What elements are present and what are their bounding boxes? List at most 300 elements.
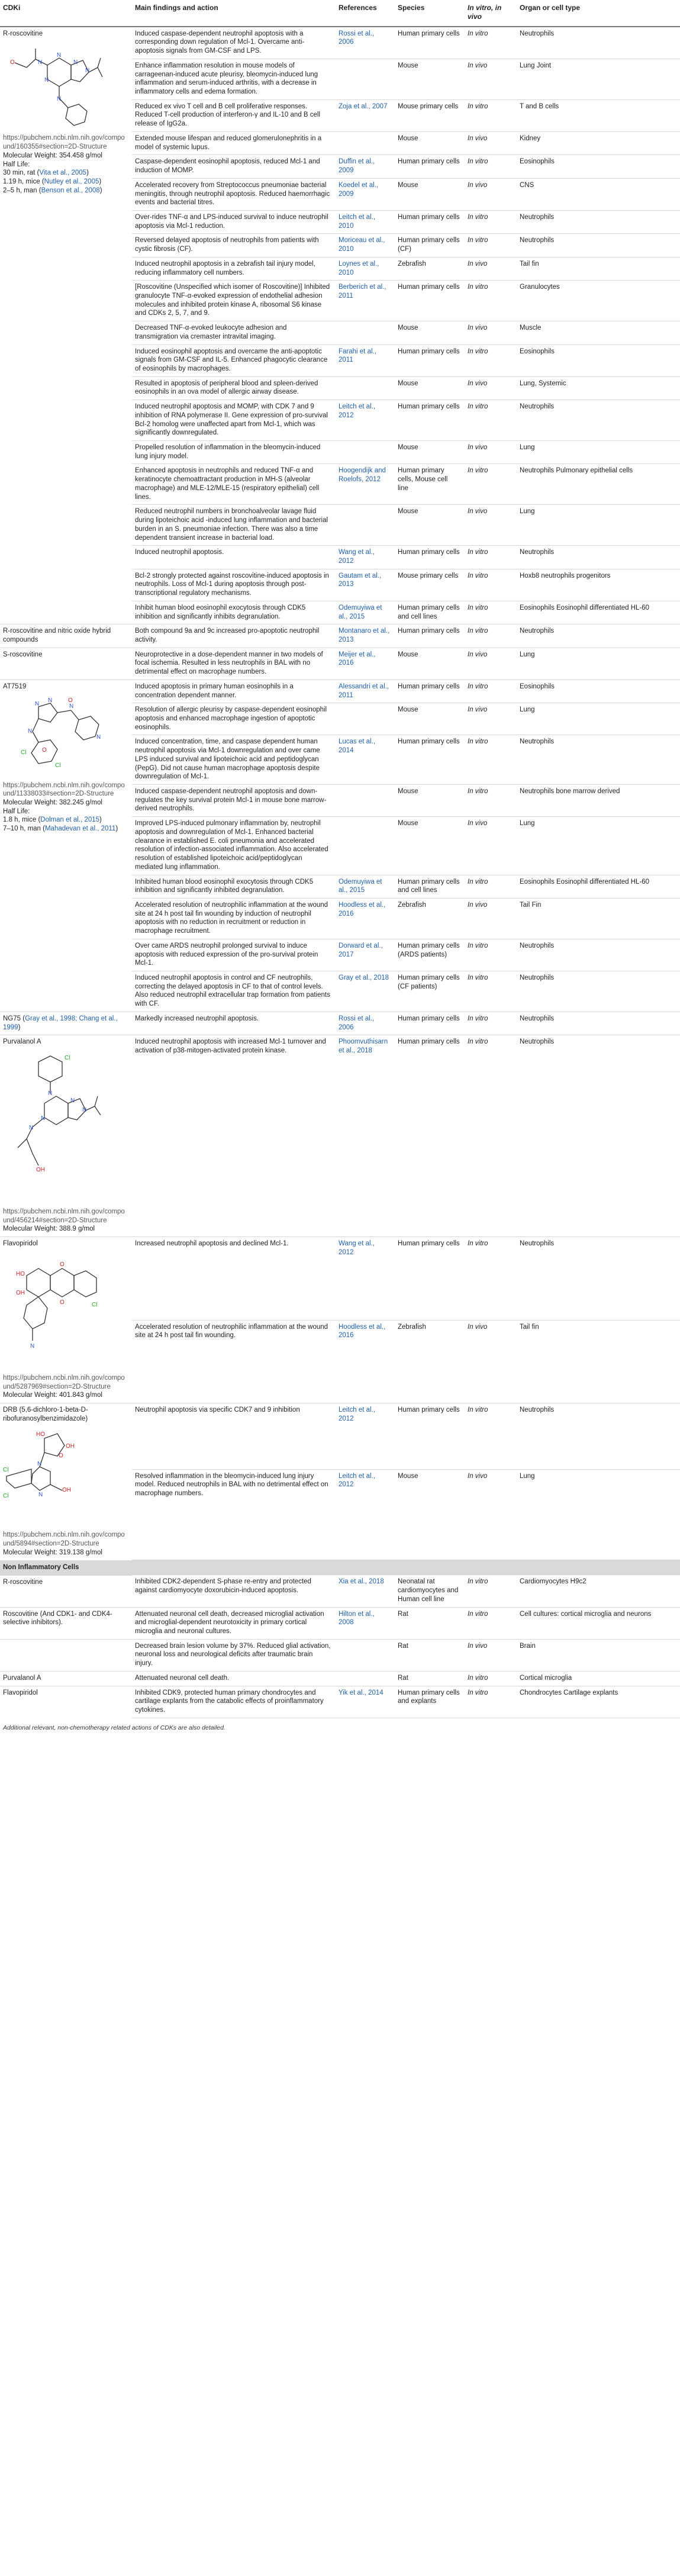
organ: Lung bbox=[517, 703, 680, 735]
organ: T and B cells bbox=[517, 99, 680, 131]
reference[interactable]: Berberich et al., 2011 bbox=[336, 281, 395, 321]
organ: Hoxb8 neutrophils progenitors bbox=[517, 569, 680, 601]
svg-text:N: N bbox=[41, 1115, 46, 1122]
svg-text:OH: OH bbox=[16, 1289, 25, 1296]
reference[interactable]: Lucas et al., 2014 bbox=[336, 735, 395, 785]
compound-name: R-roscovitine bbox=[3, 30, 43, 37]
in-vitro-in-vivo: In vivo bbox=[468, 181, 488, 189]
in-vitro-in-vivo: In vitro bbox=[468, 788, 488, 796]
footnote: Additional relevant, non-chemotherapy related actions of CDKs are also detailed. bbox=[3, 1724, 225, 1731]
finding: Induced eosinophil apoptosis and overcame the anti-apoptotic signals from GM-CSF and IL-5. Enhanced phagocytic clearance of eosinophils by macrophages. bbox=[132, 344, 336, 376]
organ: Tail fin bbox=[517, 257, 680, 280]
in-vitro-in-vivo: In vitro bbox=[468, 347, 488, 355]
finding: Induced neutrophil apoptosis in a zebrafish tail injury model, reducing inflammatory cell numbers. bbox=[132, 257, 336, 280]
finding: Accelerated resolution of neutrophilic inflammation at the wound site at 24 h post tail fin wounding. bbox=[132, 1320, 336, 1403]
header-organ: Organ or cell type bbox=[517, 0, 680, 27]
svg-text:O: O bbox=[10, 59, 15, 66]
organ: Neutrophils bbox=[517, 735, 680, 785]
header-references: References bbox=[336, 0, 395, 27]
table-row bbox=[0, 1639, 680, 1671]
organ: CNS bbox=[517, 178, 680, 210]
reference[interactable]: Wang et al., 2012 bbox=[336, 1237, 395, 1320]
reference[interactable] bbox=[336, 59, 395, 99]
in-vitro-in-vivo: In vitro bbox=[468, 549, 488, 556]
svg-text:N: N bbox=[70, 1097, 75, 1104]
finding: [Roscovitine (Unspecified which isomer of Roscovitine)] Inhibited granulocyte TNF-α-evoked expression of endothelial adhesion molecules and inhibited protein kinase A, ribosomal S6 kinase and CDKs 2, 5, 7, and 9. bbox=[132, 281, 336, 321]
species: Zebrafish bbox=[395, 1320, 465, 1403]
svg-text:N: N bbox=[69, 703, 74, 710]
species: Human primary cells bbox=[395, 27, 465, 59]
reference[interactable] bbox=[336, 321, 395, 344]
finding: Resolved inflammation in the bleomycin-induced lung injury model. Reduced neutrophils in BAL with no detrimental effect on macrophage numbers. bbox=[132, 1469, 336, 1560]
svg-text:O: O bbox=[60, 1299, 65, 1306]
svg-text:O: O bbox=[60, 1261, 65, 1268]
table-row bbox=[0, 680, 680, 703]
cdki-cell bbox=[0, 1639, 132, 1671]
reference[interactable]: Wang et al., 2012 bbox=[336, 546, 395, 569]
cdki-cell: Flavopiridol bbox=[0, 1686, 132, 1718]
svg-text:Cl: Cl bbox=[3, 1467, 9, 1474]
reference[interactable] bbox=[336, 817, 395, 875]
in-vitro-in-vivo: In vitro bbox=[468, 213, 488, 221]
organ: Neutrophils bbox=[517, 210, 680, 233]
section-header bbox=[0, 1560, 680, 1576]
organ: Neutrophils bbox=[517, 27, 680, 59]
species: Mouse bbox=[395, 703, 465, 735]
in-vitro-in-vivo: In vitro bbox=[468, 102, 488, 110]
species: Neonatal rat cardiomyocytes and Human cell line bbox=[395, 1575, 465, 1607]
species: Human primary cells bbox=[395, 400, 465, 441]
species: Mouse bbox=[395, 59, 465, 99]
cdki-cell-purvalanol bbox=[0, 1035, 132, 1237]
species: Human primary cells bbox=[395, 155, 465, 178]
finding: Inhibited CDK2-dependent S-phase re-entry and protected against cardiomyocyte doxorubicin-induced apoptosis. bbox=[132, 1575, 336, 1607]
molecular-weight: Molecular Weight: 382.245 g/mol bbox=[3, 799, 102, 806]
finding: Reversed delayed apoptosis of neutrophils from patients with cystic fibrosis (CF). bbox=[132, 234, 336, 257]
reference[interactable] bbox=[336, 703, 395, 735]
in-vitro-in-vivo: In vivo bbox=[468, 260, 488, 268]
organ: Neutrophils bbox=[517, 1012, 680, 1035]
organ: Lung bbox=[517, 648, 680, 680]
organ: Neutrophils bbox=[517, 624, 680, 648]
reference[interactable]: Yik et al., 2014 bbox=[336, 1686, 395, 1718]
svg-text:N: N bbox=[38, 59, 43, 66]
svg-text:N: N bbox=[29, 1125, 34, 1131]
species: Zebrafish bbox=[395, 257, 465, 280]
reference[interactable] bbox=[336, 441, 395, 464]
in-vitro-in-vivo: In vivo bbox=[468, 324, 488, 332]
in-vitro-in-vivo: In vitro bbox=[468, 1689, 488, 1696]
finding: Induced apoptosis in primary human eosinophils in a concentration dependent manner. bbox=[132, 680, 336, 703]
reference[interactable]: Rossi et al., 2006 bbox=[336, 1012, 395, 1035]
organ: Kidney bbox=[517, 131, 680, 154]
compound-name: DRB (5,6-dichloro-1-beta-D-ribofuranosylbenzimidazole) bbox=[3, 1406, 88, 1422]
reference[interactable]: Zoja et al., 2007 bbox=[336, 99, 395, 131]
reference[interactable]: Hoodless et al., 2016 bbox=[336, 898, 395, 939]
half-life-man: 2–5 h, man (Benson et al., 2008) bbox=[3, 186, 102, 194]
in-vitro-in-vivo: In vivo bbox=[468, 706, 488, 714]
in-vitro-in-vivo: In vitro bbox=[468, 1015, 488, 1022]
in-vitro-in-vivo: In vitro bbox=[468, 604, 488, 611]
finding: Improved LPS-induced pulmonary inflammation by, neutrophil apoptosis and downregulation of Mcl-1. Enhanced bacterial clearance in established E. coli pneumonia and accelerated resolution of infection-associated inflammation. Also accelerated resolution of established lipoteichoic acid/peptidoglycan mediated lung inflammation. bbox=[132, 817, 336, 875]
cdki-cell-srosc: S-roscovitine bbox=[0, 648, 132, 680]
finding: Inhibited CDK9, protected human primary chondrocytes and cartilage explants from the catabolic effects of proinflammatory cytokines. bbox=[132, 1686, 336, 1718]
compound-name: Purvalanol A bbox=[3, 1038, 41, 1046]
reference[interactable] bbox=[336, 505, 395, 546]
species: Mouse bbox=[395, 441, 465, 464]
finding: Inhibit human blood eosinophil exocytosis through CDK5 inhibition and significantly inhibits degranulation. bbox=[132, 601, 336, 624]
svg-text:N: N bbox=[57, 52, 62, 59]
species: Mouse bbox=[395, 785, 465, 817]
in-vitro-in-vivo: In vitro bbox=[468, 1578, 488, 1586]
species: Rat bbox=[395, 1639, 465, 1671]
finding: Resolution of allergic pleurisy by caspase-dependent eosinophil apoptosis and enhanced macrophage ingestion of apoptotic eosinophils. bbox=[132, 703, 336, 735]
organ: Neutrophils bbox=[517, 1035, 680, 1237]
reference[interactable]: Odemuyiwa et al., 2015 bbox=[336, 875, 395, 898]
flavopiridol-structure-image bbox=[3, 1252, 104, 1370]
finding: Resulted in apoptosis of peripheral blood and spleen-derived eosinophils in an ova model of allergic airway disease. bbox=[132, 376, 336, 400]
half-life-mice: 1.8 h, mice (Dolman et al., 2015) bbox=[3, 816, 102, 824]
svg-text:HO: HO bbox=[36, 1431, 45, 1438]
cdki-cell: Purvalanol A bbox=[0, 1671, 132, 1686]
pubchem-link[interactable]: https://pubchem.ncbi.nlm.nih.gov/compound/456214#section=2D-Structure bbox=[3, 1208, 125, 1224]
in-vitro-in-vivo: In vitro bbox=[468, 627, 488, 635]
finding: Induced caspase-dependent neutrophil apoptosis with a corresponding down regulation of Mcl-1. Overcame anti-apoptosis signals from GM-CSF and LPS. bbox=[132, 27, 336, 59]
header-findings: Main findings and action bbox=[132, 0, 336, 27]
in-vitro-in-vivo: In vivo bbox=[468, 1642, 488, 1650]
organ: Lung bbox=[517, 1469, 680, 1560]
reference[interactable]: Leitch et al., 2012 bbox=[336, 1469, 395, 1560]
svg-text:O: O bbox=[59, 1453, 63, 1460]
finding: Enhance inflammation resolution in mouse models of carrageenan-induced acute pleurisy, bleomycin-induced lung inflammation and serum-induced arthritis, with a decrease in inflammatory cells and edema formation. bbox=[132, 59, 336, 99]
svg-text:N: N bbox=[57, 96, 62, 103]
organ: Cell cultures: cortical microglia and neurons bbox=[517, 1607, 680, 1639]
half-life-label: Half Life: bbox=[3, 160, 30, 168]
header-cdki: CDKi bbox=[0, 0, 132, 27]
reference[interactable]: Hoogendijk and Roelofs, 2012 bbox=[336, 464, 395, 505]
svg-text:N: N bbox=[30, 1342, 35, 1350]
species: Human primary cells bbox=[395, 1012, 465, 1035]
reference[interactable]: Leitch et al., 2012 bbox=[336, 400, 395, 441]
finding: Caspase-dependent eosinophil apoptosis, reduced Mcl-1 and induction of MOMP. bbox=[132, 155, 336, 178]
in-vitro-in-vivo: In vitro bbox=[468, 284, 488, 291]
reference[interactable] bbox=[336, 1671, 395, 1686]
in-vitro-in-vivo: In vitro bbox=[468, 1240, 488, 1248]
compound-name: AT7519 bbox=[3, 682, 27, 690]
finding: Neuroprotective in a dose-dependent manner in two models of focal ischemia. Resulted in less neutrophils in BAL with no detrimental effect on macrophage numbers. bbox=[132, 648, 336, 680]
finding: Induced neutrophil apoptosis in control and CF neutrophils, correcting the delayed apoptosis in CF to that of control levels. Also reduced neutrophil extracellular trap formation from patients with CF. bbox=[132, 971, 336, 1012]
table-row bbox=[0, 1686, 680, 1718]
reference[interactable] bbox=[336, 785, 395, 817]
in-vitro-in-vivo: In vivo bbox=[468, 379, 488, 387]
svg-text:N: N bbox=[73, 59, 78, 66]
svg-text:Cl: Cl bbox=[21, 749, 27, 756]
molecular-weight: Molecular Weight: 401.843 g/mol bbox=[3, 1392, 102, 1399]
table-row bbox=[0, 1035, 680, 1237]
reference[interactable]: Dorward et al., 2017 bbox=[336, 939, 395, 971]
svg-text:OH: OH bbox=[36, 1167, 45, 1173]
in-vitro-in-vivo: In vitro bbox=[468, 878, 488, 886]
finding: Induced caspase-dependent neutrophil apoptosis and down-regulates the key survival protein Mcl-1 in mouse bone marrow-derived neutrophils. bbox=[132, 785, 336, 817]
reference[interactable]: Xia et al., 2018 bbox=[336, 1575, 395, 1607]
organ: Neutrophils bbox=[517, 1237, 680, 1320]
svg-text:O: O bbox=[42, 746, 47, 754]
table-row bbox=[0, 1607, 680, 1639]
cdki-cell-rroscovitine bbox=[0, 27, 132, 624]
species: Human primary cells bbox=[395, 680, 465, 703]
svg-text:Cl: Cl bbox=[65, 1055, 70, 1061]
cdki-cell-rrosc-no: R-roscovitine and nitric oxide hybrid compounds bbox=[0, 624, 132, 648]
reference[interactable]: Alessandri et al., 2011 bbox=[336, 680, 395, 703]
svg-text:Cl: Cl bbox=[55, 762, 61, 769]
finding: Induced neutrophil apoptosis and MOMP, with CDK 7 and 9 inhibition of RNA polymerase II. Gene expression of pro-survival Bcl-2 homolog were unaffected apart from Mcl-1, which was significantly downregulated. bbox=[132, 400, 336, 441]
species: Human primary cells bbox=[395, 281, 465, 321]
pubchem-link[interactable]: https://pubchem.ncbi.nlm.nih.gov/compound/5894#section=2D-Structure bbox=[3, 1531, 125, 1548]
reference[interactable]: Leitch et al., 2012 bbox=[336, 1403, 395, 1470]
purvalanol-structure-image bbox=[3, 1050, 104, 1204]
finding: Reduced neutrophil numbers in bronchoalveolar lavage fluid during lipoteichoic acid -induced lung inflammation and bacterial burden in an S. pneumoniae infection. There was also a time dependent transient increase in bacterial load. bbox=[132, 505, 336, 546]
species: Rat bbox=[395, 1607, 465, 1639]
organ: Eosinophils Eosinophil differentiated HL-60 bbox=[517, 601, 680, 624]
reference[interactable]: Montanaro et al., 2013 bbox=[336, 624, 395, 648]
organ: Lung bbox=[517, 441, 680, 464]
in-vitro-in-vivo: In vitro bbox=[468, 974, 488, 981]
half-life-label: Half Life: bbox=[3, 807, 30, 815]
in-vitro-in-vivo: In vitro bbox=[468, 738, 488, 746]
finding: Extended mouse lifespan and reduced glomerulonephritis in a model of systemic lupus. bbox=[132, 131, 336, 154]
svg-text:OH: OH bbox=[66, 1443, 75, 1450]
species: Mouse bbox=[395, 321, 465, 344]
organ: Neutrophils bbox=[517, 546, 680, 569]
reference[interactable] bbox=[336, 131, 395, 154]
reference[interactable]: Farahi et al., 2011 bbox=[336, 344, 395, 376]
species: Human primary cells bbox=[395, 1403, 465, 1470]
reference[interactable]: Meijer et al., 2016 bbox=[336, 648, 395, 680]
species: Zebrafish bbox=[395, 898, 465, 939]
table-row bbox=[0, 624, 680, 648]
organ: Muscle bbox=[517, 321, 680, 344]
species: Human primary cells and cell lines bbox=[395, 875, 465, 898]
organ: Neutrophils Pulmonary epithelial cells bbox=[517, 464, 680, 505]
in-vitro-in-vivo: In vivo bbox=[468, 901, 488, 909]
species: Human primary cells (CF) bbox=[395, 234, 465, 257]
cdki-cell-drb bbox=[0, 1403, 132, 1560]
species: Human primary cells bbox=[395, 344, 465, 376]
svg-text:N: N bbox=[96, 733, 101, 740]
finding: Reduced ex vivo T cell and B cell proliferative responses. Reduced T-cell production of interferon-γ and IL-10 and B cell release of IgG2a. bbox=[132, 99, 336, 131]
reference[interactable]: Gray et al., 2018 bbox=[336, 971, 395, 1012]
pubchem-link[interactable]: https://pubchem.ncbi.nlm.nih.gov/compound/5287969#section=2D-Structure bbox=[3, 1374, 125, 1390]
organ: Neutrophils bone marrow derived bbox=[517, 785, 680, 817]
reference[interactable]: Loynes et al., 2010 bbox=[336, 257, 395, 280]
in-vitro-in-vivo: In vitro bbox=[468, 403, 488, 411]
header-species: Species bbox=[395, 0, 465, 27]
section-title: Non Inflammatory Cells bbox=[0, 1560, 680, 1576]
in-vitro-in-vivo: In vivo bbox=[468, 651, 488, 658]
organ: Eosinophils bbox=[517, 155, 680, 178]
finding: Enhanced apoptosis in neutrophils and reduced TNF-α and keratinocyte chemoattractant production in MH-S (alveolar macrophage) and MLE-12/MLE-15 (respiratory epithelial) cell lines. bbox=[132, 464, 336, 505]
table-row bbox=[0, 27, 680, 59]
organ: Chondrocytes Cartilage explants bbox=[517, 1686, 680, 1718]
in-vitro-in-vivo: In vitro bbox=[468, 467, 488, 475]
organ: Lung Joint bbox=[517, 59, 680, 99]
in-vitro-in-vivo: In vitro bbox=[468, 942, 488, 949]
species: Human primary cells bbox=[395, 546, 465, 569]
svg-text:N: N bbox=[82, 1107, 87, 1113]
reference[interactable]: Rossi et al., 2006 bbox=[336, 27, 395, 59]
svg-text:N: N bbox=[85, 67, 90, 75]
in-vitro-in-vivo: In vitro bbox=[468, 1610, 488, 1618]
finding: Markedly increased neutrophil apoptosis. bbox=[132, 1012, 336, 1035]
in-vitro-in-vivo: In vivo bbox=[468, 134, 488, 142]
organ: Cortical microglia bbox=[517, 1671, 680, 1686]
cdki-cell-ng75: NG75 (Gray et al., 1998; Chang et al., 1999) bbox=[0, 1012, 132, 1035]
species: Rat bbox=[395, 1671, 465, 1686]
molecular-weight: Molecular Weight: 354.458 g/mol bbox=[3, 152, 102, 159]
header-row bbox=[0, 0, 680, 27]
reference[interactable]: Hoodless et al., 2016 bbox=[336, 1320, 395, 1403]
species: Mouse bbox=[395, 648, 465, 680]
in-vitro-in-vivo: In vitro bbox=[468, 30, 488, 37]
header-invitro-invivo: In vitro, in vivo bbox=[465, 0, 517, 27]
svg-text:N: N bbox=[44, 77, 49, 84]
in-vitro-in-vivo: In vivo bbox=[468, 62, 488, 69]
organ: Cardiomyocytes H9c2 bbox=[517, 1575, 680, 1607]
svg-text:Cl: Cl bbox=[3, 1493, 9, 1500]
pubchem-link[interactable]: https://pubchem.ncbi.nlm.nih.gov/compound/160355#section=2D-Structure bbox=[3, 134, 125, 151]
species: Human primary cells bbox=[395, 1237, 465, 1320]
species: Mouse bbox=[395, 178, 465, 210]
svg-text:Cl: Cl bbox=[92, 1301, 98, 1308]
in-vitro-in-vivo: In vitro bbox=[468, 237, 488, 244]
finding: Induced neutrophil apoptosis with increased Mcl-1 turnover and activation of p38-mitogen-activated protein kinase. bbox=[132, 1035, 336, 1237]
organ: Neutrophils bbox=[517, 939, 680, 971]
organ: Neutrophils bbox=[517, 971, 680, 1012]
svg-text:OH: OH bbox=[62, 1487, 71, 1494]
finding: Increased neutrophil apoptosis and declined Mcl-1. bbox=[132, 1237, 336, 1320]
in-vitro-in-vivo: In vitro bbox=[468, 158, 488, 166]
in-vitro-in-vivo: In vitro bbox=[468, 1674, 488, 1682]
half-life-rat: 30 min, rat (Vita et al., 2005) bbox=[3, 169, 89, 177]
finding: Induced concentration, time, and caspase dependent human neutrophil apoptosis via Mcl-1 downregulation and over came LPS induced survival and lipoteichoic acid and peptidoglycan (PepG). Did not cause human macrophage apoptosis despite downregulation of Mcl-1. bbox=[132, 735, 336, 785]
in-vitro-in-vivo: In vitro bbox=[468, 1038, 488, 1046]
reference[interactable]: Odemuyiwa et al., 2015 bbox=[336, 601, 395, 624]
finding: Over came ARDS neutrophil prolonged survival to induce apoptosis with reduced expression of the pro-survival protein Mcl-1. bbox=[132, 939, 336, 971]
reference[interactable]: Hilton et al., 2008 bbox=[336, 1607, 395, 1639]
species: Mouse primary cells bbox=[395, 99, 465, 131]
organ: Eosinophils Eosinophil differentiated HL-60 bbox=[517, 875, 680, 898]
organ: Eosinophils bbox=[517, 680, 680, 703]
reference[interactable]: Leitch et al., 2010 bbox=[336, 210, 395, 233]
finding: Accelerated resolution of neutrophilic inflammation at the wound site at 24 h post tail fin wounding by induction of neutrophil apoptosis with no reduction in recruitment or reduction in macrophage recruitment. bbox=[132, 898, 336, 939]
finding: Attenuated neuronal cell death. bbox=[132, 1671, 336, 1686]
reference[interactable]: Moriceau et al., 2010 bbox=[336, 234, 395, 257]
organ: Lung, Systemic bbox=[517, 376, 680, 400]
organ: Lung bbox=[517, 505, 680, 546]
reference[interactable]: Phoomvuthisarn et al., 2018 bbox=[336, 1035, 395, 1237]
species: Human primary cells, Mouse cell line bbox=[395, 464, 465, 505]
at7519-structure-image bbox=[3, 695, 104, 778]
organ: Lung bbox=[517, 817, 680, 875]
in-vitro-in-vivo: In vivo bbox=[468, 444, 488, 452]
organ: Neutrophils bbox=[517, 1403, 680, 1470]
cdki-cell: Roscovitine (And CDK1- and CDK4-selective inhibitors). bbox=[0, 1607, 132, 1639]
svg-text:N: N bbox=[28, 727, 33, 735]
species: Human primary cells (ARDS patients) bbox=[395, 939, 465, 971]
in-vitro-in-vivo: In vitro bbox=[468, 682, 488, 690]
reference[interactable]: Duffin et al., 2009 bbox=[336, 155, 395, 178]
reference[interactable] bbox=[336, 1639, 395, 1671]
finding: Inhibited human blood eosinophil exocytosis through CDK5 inhibition and significantly inhibited degranulation. bbox=[132, 875, 336, 898]
table-row bbox=[0, 1575, 680, 1607]
drb-structure-image bbox=[3, 1427, 104, 1527]
species: Mouse bbox=[395, 376, 465, 400]
half-life-man: 7–10 h, man (Mahadevan et al., 2011) bbox=[3, 825, 118, 833]
species: Human primary cells and cell lines bbox=[395, 601, 465, 624]
finding: Decreased TNF-α-evoked leukocyte adhesion and transmigration via cremaster intravital imaging. bbox=[132, 321, 336, 344]
half-life-mice: 1.19 h, mice (Nutley et al., 2005) bbox=[3, 178, 102, 186]
in-vitro-in-vivo: In vitro bbox=[468, 572, 488, 579]
svg-text:N: N bbox=[37, 1461, 42, 1468]
species: Human primary cells bbox=[395, 210, 465, 233]
organ: Granulocytes bbox=[517, 281, 680, 321]
organ: Brain bbox=[517, 1639, 680, 1671]
pubchem-link[interactable]: https://pubchem.ncbi.nlm.nih.gov/compound/11338033#section=2D-Structure bbox=[3, 781, 125, 798]
compound-name: Flavopiridol bbox=[3, 1240, 38, 1248]
species: Human primary cells bbox=[395, 1035, 465, 1237]
molecular-weight: Molecular Weight: 388.9 g/mol bbox=[3, 1225, 95, 1233]
organ: Tail Fin bbox=[517, 898, 680, 939]
species: Mouse bbox=[395, 1469, 465, 1560]
svg-text:HO: HO bbox=[16, 1270, 25, 1277]
organ: Neutrophils bbox=[517, 400, 680, 441]
cdki-cell: R-roscovitine bbox=[0, 1575, 132, 1607]
footnote-row bbox=[0, 1718, 680, 1738]
svg-text:N: N bbox=[38, 1492, 43, 1499]
in-vitro-in-vivo: In vivo bbox=[468, 1323, 488, 1331]
svg-text:N: N bbox=[35, 700, 40, 707]
finding: Neutrophil apoptosis via specific CDK7 and 9 inhibition bbox=[132, 1403, 336, 1470]
organ: Tail fin bbox=[517, 1320, 680, 1403]
reference[interactable] bbox=[336, 376, 395, 400]
molecular-weight: Molecular Weight: 319.138 g/mol bbox=[3, 1548, 102, 1556]
svg-text:N: N bbox=[48, 697, 53, 704]
species: Mouse primary cells bbox=[395, 569, 465, 601]
table-row bbox=[0, 1237, 680, 1320]
finding: Bcl-2 strongly protected against roscovitine-induced apoptosis in neutrophils. Loss of Mcl-1 during apoptosis through post-transcriptional regulatory mechanisms. bbox=[132, 569, 336, 601]
species: Mouse bbox=[395, 131, 465, 154]
finding: Decreased brain lesion volume by 37%. Reduced glial activation, neuronal loss and neurological deficits after traumatic brain injury. bbox=[132, 1639, 336, 1671]
table-body bbox=[0, 27, 680, 1738]
species: Human primary cells and explants bbox=[395, 1686, 465, 1718]
table-row bbox=[0, 648, 680, 680]
finding: Over-rides TNF-α and LPS-induced survival to induce neutrophil apoptosis via Mcl-1 reduction. bbox=[132, 210, 336, 233]
svg-text:N: N bbox=[48, 1090, 53, 1097]
reference[interactable]: Gautam et al., 2013 bbox=[336, 569, 395, 601]
reference[interactable]: Koedel et al., 2009 bbox=[336, 178, 395, 210]
cdki-cell-at7519 bbox=[0, 680, 132, 1012]
table-row bbox=[0, 1671, 680, 1686]
in-vitro-in-vivo: In vivo bbox=[468, 820, 488, 827]
table-row bbox=[0, 1403, 680, 1470]
finding: Induced neutrophil apoptosis. bbox=[132, 546, 336, 569]
species: Human primary cells bbox=[395, 624, 465, 648]
in-vitro-in-vivo: In vivo bbox=[468, 508, 488, 516]
finding: Accelerated recovery from Streptococcus pneumoniae bacterial meningitis, through neutrophil apoptosis. Reduced haemorrhagic events and bacterial titres. bbox=[132, 178, 336, 210]
cdki-cell-flavopiridol bbox=[0, 1237, 132, 1403]
species: Mouse bbox=[395, 817, 465, 875]
rroscovitine-structure-image bbox=[3, 41, 104, 130]
